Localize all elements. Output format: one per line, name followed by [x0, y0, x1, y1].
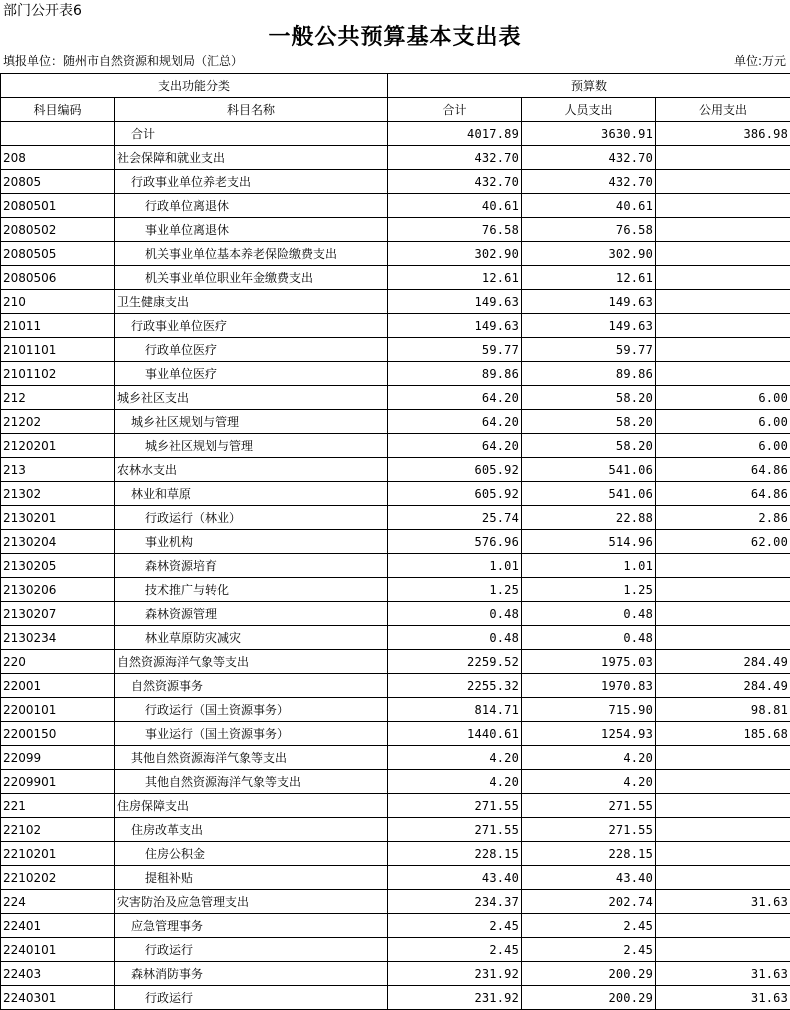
table-row — [1, 410, 790, 434]
subject-code-cell: 2080501 — [1, 194, 115, 218]
personnel-cell: 1.25 — [522, 578, 656, 602]
subject-name-cell: 行政事业单位医疗 — [115, 314, 388, 338]
total-cell: 4.20 — [388, 770, 522, 794]
header-group-row — [1, 74, 790, 98]
personnel-cell: 76.58 — [522, 218, 656, 242]
public-cell: 6.00 — [656, 434, 790, 458]
subject-name-cell: 应急管理事务 — [115, 914, 388, 938]
subject-code-cell: 224 — [1, 890, 115, 914]
header-column-row — [1, 98, 790, 122]
budget-table — [0, 73, 790, 1010]
subject-name-cell: 其他自然资源海洋气象等支出 — [115, 770, 388, 794]
subject-code-cell: 22001 — [1, 674, 115, 698]
table-row — [1, 266, 790, 290]
total-cell: 432.70 — [388, 146, 522, 170]
total-cell: 2.45 — [388, 938, 522, 962]
total-cell: 149.63 — [388, 314, 522, 338]
table-row — [1, 746, 790, 770]
public-cell — [656, 842, 790, 866]
table-row — [1, 530, 790, 554]
document-label: 部门公开表6 — [3, 2, 82, 20]
public-cell — [656, 338, 790, 362]
personnel-cell: 432.70 — [522, 170, 656, 194]
personnel-cell: 271.55 — [522, 818, 656, 842]
subject-code-cell: 2080506 — [1, 266, 115, 290]
table-row — [1, 818, 790, 842]
subject-name-cell: 行政运行 — [115, 938, 388, 962]
total-cell: 89.86 — [388, 362, 522, 386]
personnel-cell: 1975.03 — [522, 650, 656, 674]
subject-name-cell: 事业运行（国土资源事务） — [115, 722, 388, 746]
total-cell: 149.63 — [388, 290, 522, 314]
total-cell: 0.48 — [388, 626, 522, 650]
personnel-cell: 40.61 — [522, 194, 656, 218]
subject-name-cell: 提租补贴 — [115, 866, 388, 890]
subject-name-cell: 灾害防治及应急管理支出 — [115, 890, 388, 914]
header-personnel: 人员支出 — [522, 98, 656, 122]
subject-code-cell: 221 — [1, 794, 115, 818]
reporting-unit: 填报单位：随州市自然资源和规划局（汇总） — [3, 53, 243, 69]
public-cell: 62.00 — [656, 530, 790, 554]
table-row — [1, 170, 790, 194]
personnel-cell: 43.40 — [522, 866, 656, 890]
total-cell: 432.70 — [388, 170, 522, 194]
subject-name-cell: 机关事业单位基本养老保险缴费支出 — [115, 242, 388, 266]
public-cell — [656, 362, 790, 386]
total-cell: 25.74 — [388, 506, 522, 530]
public-cell: 284.49 — [656, 674, 790, 698]
personnel-cell: 58.20 — [522, 386, 656, 410]
personnel-cell: 302.90 — [522, 242, 656, 266]
personnel-cell: 89.86 — [522, 362, 656, 386]
public-cell — [656, 914, 790, 938]
subject-code-cell: 2130234 — [1, 626, 115, 650]
subject-code-cell: 20805 — [1, 170, 115, 194]
personnel-cell: 1254.93 — [522, 722, 656, 746]
total-cell: 1.01 — [388, 554, 522, 578]
table-row — [1, 866, 790, 890]
total-cell: 0.48 — [388, 602, 522, 626]
personnel-cell: 1.01 — [522, 554, 656, 578]
table-row — [1, 578, 790, 602]
personnel-cell: 1970.83 — [522, 674, 656, 698]
subject-name-cell: 城乡社区规划与管理 — [115, 410, 388, 434]
table-row — [1, 986, 790, 1010]
public-cell — [656, 266, 790, 290]
subject-name-cell: 合计 — [115, 122, 388, 146]
subject-name-cell: 自然资源事务 — [115, 674, 388, 698]
subject-name-cell: 住房改革支出 — [115, 818, 388, 842]
subject-code-cell: 22403 — [1, 962, 115, 986]
subject-code-cell: 21202 — [1, 410, 115, 434]
public-cell: 6.00 — [656, 410, 790, 434]
public-cell: 98.81 — [656, 698, 790, 722]
total-cell: 231.92 — [388, 962, 522, 986]
total-cell: 228.15 — [388, 842, 522, 866]
subject-code-cell: 2240101 — [1, 938, 115, 962]
subject-code-cell: 208 — [1, 146, 115, 170]
subject-name-cell: 行政事业单位养老支出 — [115, 170, 388, 194]
public-cell: 64.86 — [656, 482, 790, 506]
public-cell: 64.86 — [656, 458, 790, 482]
subject-name-cell: 卫生健康支出 — [115, 290, 388, 314]
total-cell: 2255.32 — [388, 674, 522, 698]
personnel-cell: 202.74 — [522, 890, 656, 914]
subject-name-cell: 其他自然资源海洋气象等支出 — [115, 746, 388, 770]
subject-code-cell: 2130207 — [1, 602, 115, 626]
public-cell: 185.68 — [656, 722, 790, 746]
subject-code-cell: 210 — [1, 290, 115, 314]
total-cell: 2259.52 — [388, 650, 522, 674]
subject-code-cell: 22102 — [1, 818, 115, 842]
table-row — [1, 242, 790, 266]
subject-code-cell: 2240301 — [1, 986, 115, 1010]
total-cell: 43.40 — [388, 866, 522, 890]
personnel-cell: 2.45 — [522, 914, 656, 938]
table-row — [1, 506, 790, 530]
header-function-classification: 支出功能分类 — [1, 74, 388, 98]
subject-code-cell: 2210201 — [1, 842, 115, 866]
total-cell: 1440.61 — [388, 722, 522, 746]
personnel-cell: 4.20 — [522, 746, 656, 770]
table-row — [1, 314, 790, 338]
total-cell: 605.92 — [388, 458, 522, 482]
personnel-cell: 4.20 — [522, 770, 656, 794]
table-row — [1, 962, 790, 986]
personnel-cell: 149.63 — [522, 314, 656, 338]
total-cell: 64.20 — [388, 410, 522, 434]
total-cell: 1.25 — [388, 578, 522, 602]
subject-name-cell: 机关事业单位职业年金缴费支出 — [115, 266, 388, 290]
subject-code-cell: 212 — [1, 386, 115, 410]
page-title: 一般公共预算基本支出表 — [0, 22, 790, 52]
subject-name-cell: 自然资源海洋气象等支出 — [115, 650, 388, 674]
subject-code-cell: 2130205 — [1, 554, 115, 578]
personnel-cell: 432.70 — [522, 146, 656, 170]
table-row — [1, 674, 790, 698]
subject-code-cell: 21011 — [1, 314, 115, 338]
total-cell: 605.92 — [388, 482, 522, 506]
table-row — [1, 890, 790, 914]
personnel-cell: 541.06 — [522, 482, 656, 506]
total-cell: 76.58 — [388, 218, 522, 242]
public-cell — [656, 746, 790, 770]
table-row — [1, 770, 790, 794]
personnel-cell: 514.96 — [522, 530, 656, 554]
table-row — [1, 602, 790, 626]
subject-code-cell: 2101102 — [1, 362, 115, 386]
public-cell — [656, 242, 790, 266]
currency-unit: 单位:万元 — [734, 53, 786, 69]
table-row — [1, 842, 790, 866]
subject-code-cell: 2210202 — [1, 866, 115, 890]
subject-code-cell — [1, 122, 115, 146]
public-cell: 2.86 — [656, 506, 790, 530]
personnel-cell: 200.29 — [522, 962, 656, 986]
table-row — [1, 626, 790, 650]
public-cell — [656, 170, 790, 194]
subject-name-cell: 农林水支出 — [115, 458, 388, 482]
personnel-cell: 228.15 — [522, 842, 656, 866]
total-cell: 234.37 — [388, 890, 522, 914]
personnel-cell: 0.48 — [522, 602, 656, 626]
total-cell: 2.45 — [388, 914, 522, 938]
public-cell: 31.63 — [656, 890, 790, 914]
table-row — [1, 698, 790, 722]
table-row — [1, 218, 790, 242]
header-budget-amount: 预算数 — [388, 74, 790, 98]
header-subject-name: 科目名称 — [115, 98, 388, 122]
subject-code-cell: 2130201 — [1, 506, 115, 530]
public-cell — [656, 626, 790, 650]
table-body — [1, 122, 790, 1010]
subject-name-cell: 城乡社区规划与管理 — [115, 434, 388, 458]
personnel-cell: 271.55 — [522, 794, 656, 818]
public-cell: 284.49 — [656, 650, 790, 674]
total-cell: 4.20 — [388, 746, 522, 770]
header-public: 公用支出 — [656, 98, 790, 122]
subject-code-cell: 2130204 — [1, 530, 115, 554]
subject-name-cell: 森林消防事务 — [115, 962, 388, 986]
personnel-cell: 22.88 — [522, 506, 656, 530]
subject-code-cell: 220 — [1, 650, 115, 674]
total-cell: 64.20 — [388, 386, 522, 410]
subject-name-cell: 行政运行 — [115, 986, 388, 1010]
total-cell: 4017.89 — [388, 122, 522, 146]
personnel-cell: 200.29 — [522, 986, 656, 1010]
total-cell: 302.90 — [388, 242, 522, 266]
public-cell: 31.63 — [656, 962, 790, 986]
subject-name-cell: 行政单位离退休 — [115, 194, 388, 218]
subject-code-cell: 2130206 — [1, 578, 115, 602]
subject-code-cell: 21302 — [1, 482, 115, 506]
personnel-cell: 0.48 — [522, 626, 656, 650]
personnel-cell: 149.63 — [522, 290, 656, 314]
personnel-cell: 58.20 — [522, 434, 656, 458]
public-cell — [656, 290, 790, 314]
subject-code-cell: 2200150 — [1, 722, 115, 746]
total-cell: 231.92 — [388, 986, 522, 1010]
header-subject-code: 科目编码 — [1, 98, 115, 122]
total-cell: 40.61 — [388, 194, 522, 218]
personnel-cell: 12.61 — [522, 266, 656, 290]
table-row — [1, 458, 790, 482]
public-cell — [656, 770, 790, 794]
public-cell — [656, 794, 790, 818]
subject-code-cell: 22401 — [1, 914, 115, 938]
personnel-cell: 59.77 — [522, 338, 656, 362]
total-cell: 64.20 — [388, 434, 522, 458]
public-cell — [656, 818, 790, 842]
personnel-cell: 3630.91 — [522, 122, 656, 146]
table-row — [1, 194, 790, 218]
subject-code-cell: 2101101 — [1, 338, 115, 362]
subject-code-cell: 2209901 — [1, 770, 115, 794]
subject-name-cell: 住房公积金 — [115, 842, 388, 866]
total-cell: 814.71 — [388, 698, 522, 722]
subject-name-cell: 行政运行（林业） — [115, 506, 388, 530]
subject-name-cell: 社会保障和就业支出 — [115, 146, 388, 170]
subject-name-cell: 森林资源管理 — [115, 602, 388, 626]
subject-name-cell: 技术推广与转化 — [115, 578, 388, 602]
table-row — [1, 290, 790, 314]
total-cell: 576.96 — [388, 530, 522, 554]
personnel-cell: 715.90 — [522, 698, 656, 722]
table-row — [1, 722, 790, 746]
public-cell: 386.98 — [656, 122, 790, 146]
subject-code-cell: 2120201 — [1, 434, 115, 458]
subject-name-cell: 事业机构 — [115, 530, 388, 554]
subject-name-cell: 森林资源培育 — [115, 554, 388, 578]
public-cell — [656, 218, 790, 242]
personnel-cell: 541.06 — [522, 458, 656, 482]
total-cell: 271.55 — [388, 794, 522, 818]
table-row — [1, 914, 790, 938]
public-cell — [656, 938, 790, 962]
subject-name-cell: 住房保障支出 — [115, 794, 388, 818]
subject-name-cell: 行政单位医疗 — [115, 338, 388, 362]
public-cell — [656, 578, 790, 602]
total-cell: 271.55 — [388, 818, 522, 842]
subject-name-cell: 事业单位医疗 — [115, 362, 388, 386]
subject-code-cell: 2080502 — [1, 218, 115, 242]
public-cell — [656, 194, 790, 218]
personnel-cell: 58.20 — [522, 410, 656, 434]
table-row — [1, 122, 790, 146]
table-row — [1, 938, 790, 962]
subject-code-cell: 2080505 — [1, 242, 115, 266]
table-row — [1, 794, 790, 818]
public-cell — [656, 866, 790, 890]
table-row — [1, 362, 790, 386]
subject-name-cell: 林业草原防灾减灾 — [115, 626, 388, 650]
public-cell: 31.63 — [656, 986, 790, 1010]
subject-name-cell: 行政运行（国土资源事务） — [115, 698, 388, 722]
total-cell: 12.61 — [388, 266, 522, 290]
public-cell — [656, 314, 790, 338]
public-cell — [656, 602, 790, 626]
table-row — [1, 482, 790, 506]
table-row — [1, 386, 790, 410]
subject-name-cell: 事业单位离退休 — [115, 218, 388, 242]
table-row — [1, 338, 790, 362]
table-row — [1, 434, 790, 458]
public-cell — [656, 554, 790, 578]
subject-code-cell: 2200101 — [1, 698, 115, 722]
public-cell: 6.00 — [656, 386, 790, 410]
subject-name-cell: 城乡社区支出 — [115, 386, 388, 410]
subject-name-cell: 林业和草原 — [115, 482, 388, 506]
public-cell — [656, 146, 790, 170]
header-total: 合计 — [388, 98, 522, 122]
table-row — [1, 554, 790, 578]
table-row — [1, 650, 790, 674]
table-row — [1, 146, 790, 170]
subject-code-cell: 213 — [1, 458, 115, 482]
subject-code-cell: 22099 — [1, 746, 115, 770]
personnel-cell: 2.45 — [522, 938, 656, 962]
total-cell: 59.77 — [388, 338, 522, 362]
